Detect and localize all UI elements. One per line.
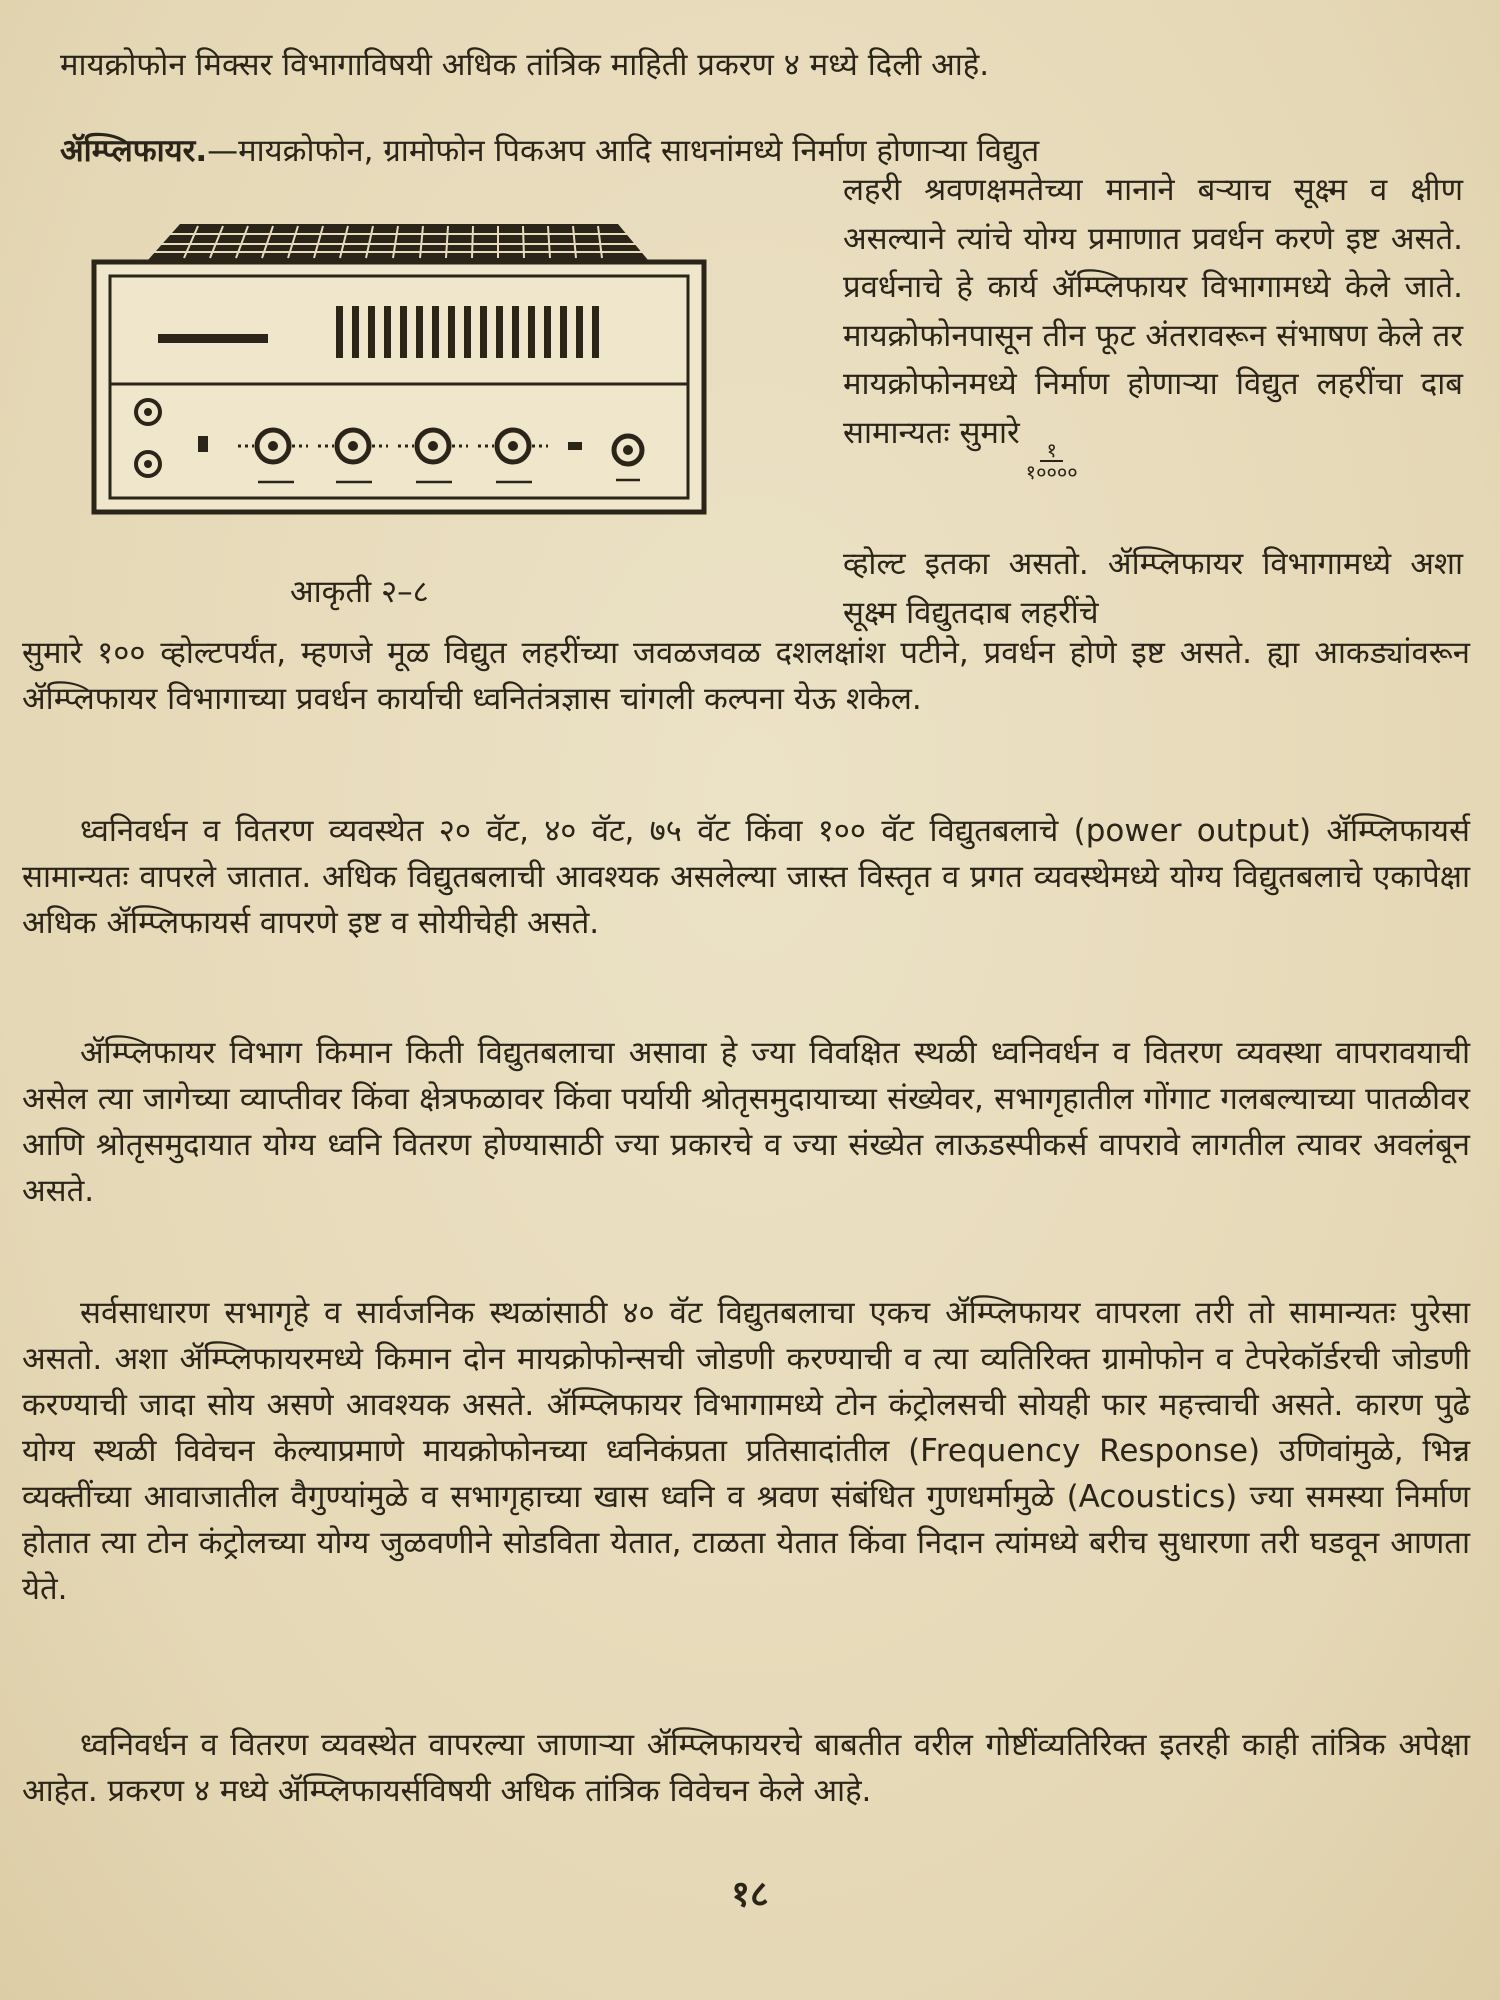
page-number: १८ xyxy=(731,1874,769,1915)
amplifier-continuation: सुमारे १०० व्होल्टपर्यंत, म्हणजे मूळ विद्युत लहरींच्या जवळजवळ दशलक्षांश पटीने, प्रवर्धन होणे इष्ट असते. ह्या आकड्यांवरून ॲम्प्लिफायर विभागाच्या प्रवर्धन कार्याची ध्वनितंत्रज्ञास चांगली कल्पना येऊ शकेल. xyxy=(22,635,1470,717)
amplifier-illustration-icon xyxy=(88,214,710,520)
side-text-1 xyxy=(843,166,1463,482)
paragraph-auditoriums: सर्वसाधारण सभागृहे व सार्वजनिक स्थळांसाठी ४० वॅट विद्युतबलाचा एकच ॲम्प्लिफायर वापरला तरी तो सामान्यतः पुरेसा असतो. अशा ॲम्प्लिफायरमध्ये किमान दोन मायक्रोफोन्सची जोडणी करण्याची व त्या व्यतिरिक्त ग्रामोफोन व टेपरेकॉर्डरची जोडणी करण्याची जादा सोय असणे आवश्यक असते. ॲम्प्लिफायर विभागामध्ये टोन कंट्रोलसची सोयही फार महत्त्वाची असते. कारण पुढे योग्य स्थळी विवेचन केल्याप्रमाणे मायक्रोफोनच्या ध्वनिकंप्रता प्रतिसादांतील (Frequency Response) उणिवांमुळे, भिन्न व्यक्तींच्या आवाजातील वैगुण्यांमुळे व सभागृहाच्या खास ध्वनि व श्रवण संबंधित गुणधर्मामुळे (Acoustics) ज्या समस्या निर्माण होतात त्या टोन कंट्रोलच्या योग्य जुळवणीने सोडविता येतात, टाळता येतात किंवा निदान त्यांमध्ये बरीच सुधारणा तरी घडवून आणता येते. xyxy=(22,1295,1470,1607)
amplifier-first-line: मायक्रोफोन, ग्रामोफोन पिकअप आदि साधनांमध्ये निर्माण होणाऱ्या विद्युत xyxy=(238,133,1040,169)
fraction xyxy=(1025,437,1078,484)
paragraph-power-output: ध्वनिवर्धन व वितरण व्यवस्थेत २० वॅट, ४० वॅट, ७५ वॅट किंवा १०० वॅट विद्युतबलाचे (power output) ॲम्प्लिफायर्स सामान्यतः वापरले जातात. अधिक विद्युतबलाची आवश्यक असलेल्या जास्त विस्तृत व प्रगत व्यवस्थेमध्ये योग्य विद्युतबलाचे एकापेक्षा अधिक ॲम्प्लिफायर्स वापरणे इष्ट व सोयीचेही असते. xyxy=(22,813,1470,941)
fraction-denominator: १०००० xyxy=(1025,459,1078,484)
top-line: मायक्रोफोन मिक्सर विभागाविषयी अधिक तांत्रिक माहिती प्रकरण ४ मध्ये दिली आहे. xyxy=(60,47,990,83)
paragraph-minimum-power: ॲम्प्लिफायर विभाग किमान किती विद्युतबलाचा असावा हे ज्या विवक्षित स्थळी ध्वनिवर्धन व वितरण व्यवस्था वापरावयाची असेल त्या जागेच्या व्याप्तीवर किंवा क्षेत्रफळावर किंवा पर्यायी श्रोतृसमुदायाच्या संख्येवर, सभागृहातील गोंगाट गलबल्याच्या पातळीवर आणि श्रोतृसमुदायात योग्य ध्वनि वितरण होण्यासाठी ज्या प्रकारचे व ज्या संख्येत लाऊडस्पीकर्स वापरावे लागतील त्यावर अवलंबून असते. xyxy=(22,1035,1470,1209)
side-text-2: व्होल्ट इतका असतो. ॲम्प्लिफायर विभागामध्ये अशा सूक्ष्म विद्युतदाब लहरींचे xyxy=(843,546,1463,631)
paragraph-technical-requirements: ध्वनिवर्धन व वितरण व्यवस्थेत वापरल्या जाणाऱ्या ॲम्प्लिफायरचे बाबतीत वरील गोष्टींव्यतिरिक्त इतरही काही तांत्रिक अपेक्षा आहेत. प्रकरण ४ मध्ये ॲम्प्लिफायर्सविषयी अधिक तांत्रिक विवेचन केले आहे. xyxy=(22,1727,1470,1809)
fraction-numerator: १ xyxy=(1040,440,1062,462)
amplifier-heading: ॲम्प्लिफायर. xyxy=(60,133,208,169)
figure-caption: आकृती २–८ xyxy=(290,574,429,610)
heading-dash: — xyxy=(207,133,239,169)
side-text-1-body: लहरी श्रवणक्षमतेच्या मानाने बऱ्याच सूक्ष्म व क्षीण असल्याने त्यांचे योग्य प्रमाणात प्रवर्धन करणे इष्ट असते. प्रवर्धनाचे हे कार्य ॲम्प्लिफायर विभागामध्ये केले जाते. मायक्रोफोनपासून तीन फूट अंतरावरून संभाषण केले तर मायक्रोफोनमध्ये निर्माण होणाऱ्या विद्युत लहरींचा दाब सामान्यतः सुमारे xyxy=(843,172,1463,451)
